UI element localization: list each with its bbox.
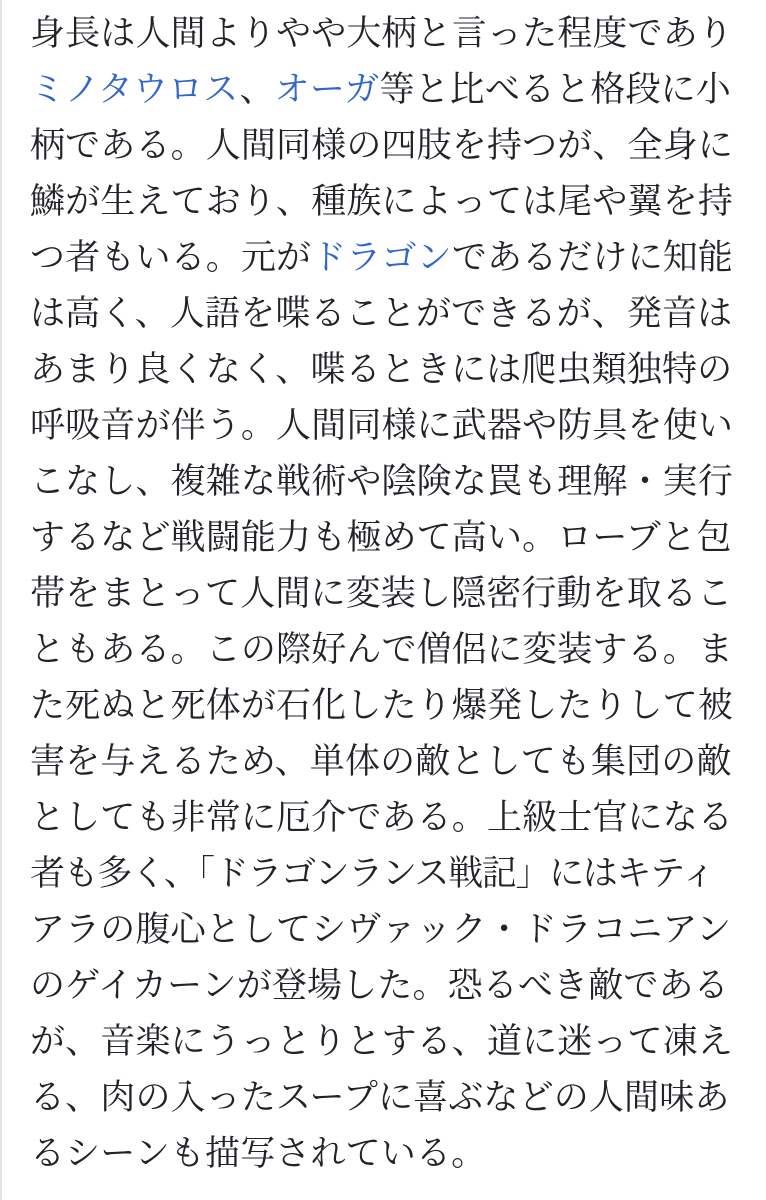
paragraph-line (30, 1014, 736, 1070)
text-segment: つ者もいる。元が (30, 238, 312, 277)
text-segment: 、 (239, 70, 275, 109)
paragraph-line (30, 902, 736, 958)
paragraph-line (30, 622, 736, 678)
text-segment: 鱗が生えており、種族によっては尾や翼を持 (30, 182, 734, 221)
text-segment: 身長は人間よりやや大柄と言った程度であり (30, 14, 734, 53)
paragraph-line (30, 566, 736, 622)
text-segment: 害を与えるため、単体の敵としても集団の敵 (30, 742, 732, 781)
paragraph-line (30, 846, 736, 902)
paragraph-line (30, 118, 736, 174)
text-segment: は高く、人語を喋ることができるが、発音は (30, 294, 733, 333)
text-segment: であるだけに知能 (451, 238, 734, 277)
text-segment: 呼吸音が伴う。人間同様に武器や防具を使い (30, 406, 734, 445)
paragraph-line (30, 174, 736, 230)
text-segment: 者も多く、「ドラゴンランス戦記」にはキティ (30, 854, 715, 893)
text-segment: こなし、複雑な戦術や陰険な罠も理解・実行 (30, 462, 734, 501)
text-segment: するなど戦闘能力も極めて高い。ローブと包 (30, 518, 732, 557)
paragraph-line (30, 1126, 736, 1182)
wiki-link[interactable]: オーガ (274, 70, 380, 109)
paragraph-line (30, 62, 736, 118)
text-segment: る、肉の入ったスープに喜ぶなどの人間味あ (30, 1078, 730, 1117)
text-segment: るシーンも描写されている。 (30, 1134, 487, 1173)
paragraph-line (30, 342, 736, 398)
wiki-link[interactable]: ドラゴン (311, 238, 452, 277)
text-segment: ともある。この際好んで僧侶に変装する。ま (30, 630, 734, 669)
paragraph-line (30, 510, 736, 566)
text-segment: アラの腹心としてシヴァック・ドラコニアン (30, 910, 732, 949)
paragraph-line (30, 454, 736, 510)
paragraph-line (30, 790, 736, 846)
paragraph-line (30, 678, 736, 734)
text-segment: のゲイカーンが登場した。恐るべき敵である (30, 966, 729, 1005)
text-segment: 柄である。人間同様の四肢を持つが、全身に (30, 126, 734, 165)
paragraph-line (30, 958, 736, 1014)
text-segment: が、音楽にうっとりとする、道に迷って凍え (30, 1022, 734, 1061)
text-segment: た死ぬと死体が石化したり爆発したりして被 (30, 686, 734, 725)
paragraph-line (30, 6, 736, 62)
left-edge-divider (0, 0, 2, 1200)
text-segment: 帯をまとって人間に変装し隠密行動を取るこ (30, 574, 733, 613)
paragraph-line (30, 398, 736, 454)
paragraph-line (30, 286, 736, 342)
paragraph-line (30, 734, 736, 790)
text-segment: 等と比べると格段に小 (379, 70, 731, 109)
wiki-link[interactable]: ミノタウロス (30, 70, 240, 109)
paragraph-line (30, 230, 736, 286)
text-segment: としても非常に厄介である。上級士官になる (30, 798, 734, 837)
text-segment: あまり良くなく、喋るときには爬虫類独特の (30, 350, 733, 389)
paragraph-line (30, 1070, 736, 1126)
article-text (30, 6, 736, 1182)
